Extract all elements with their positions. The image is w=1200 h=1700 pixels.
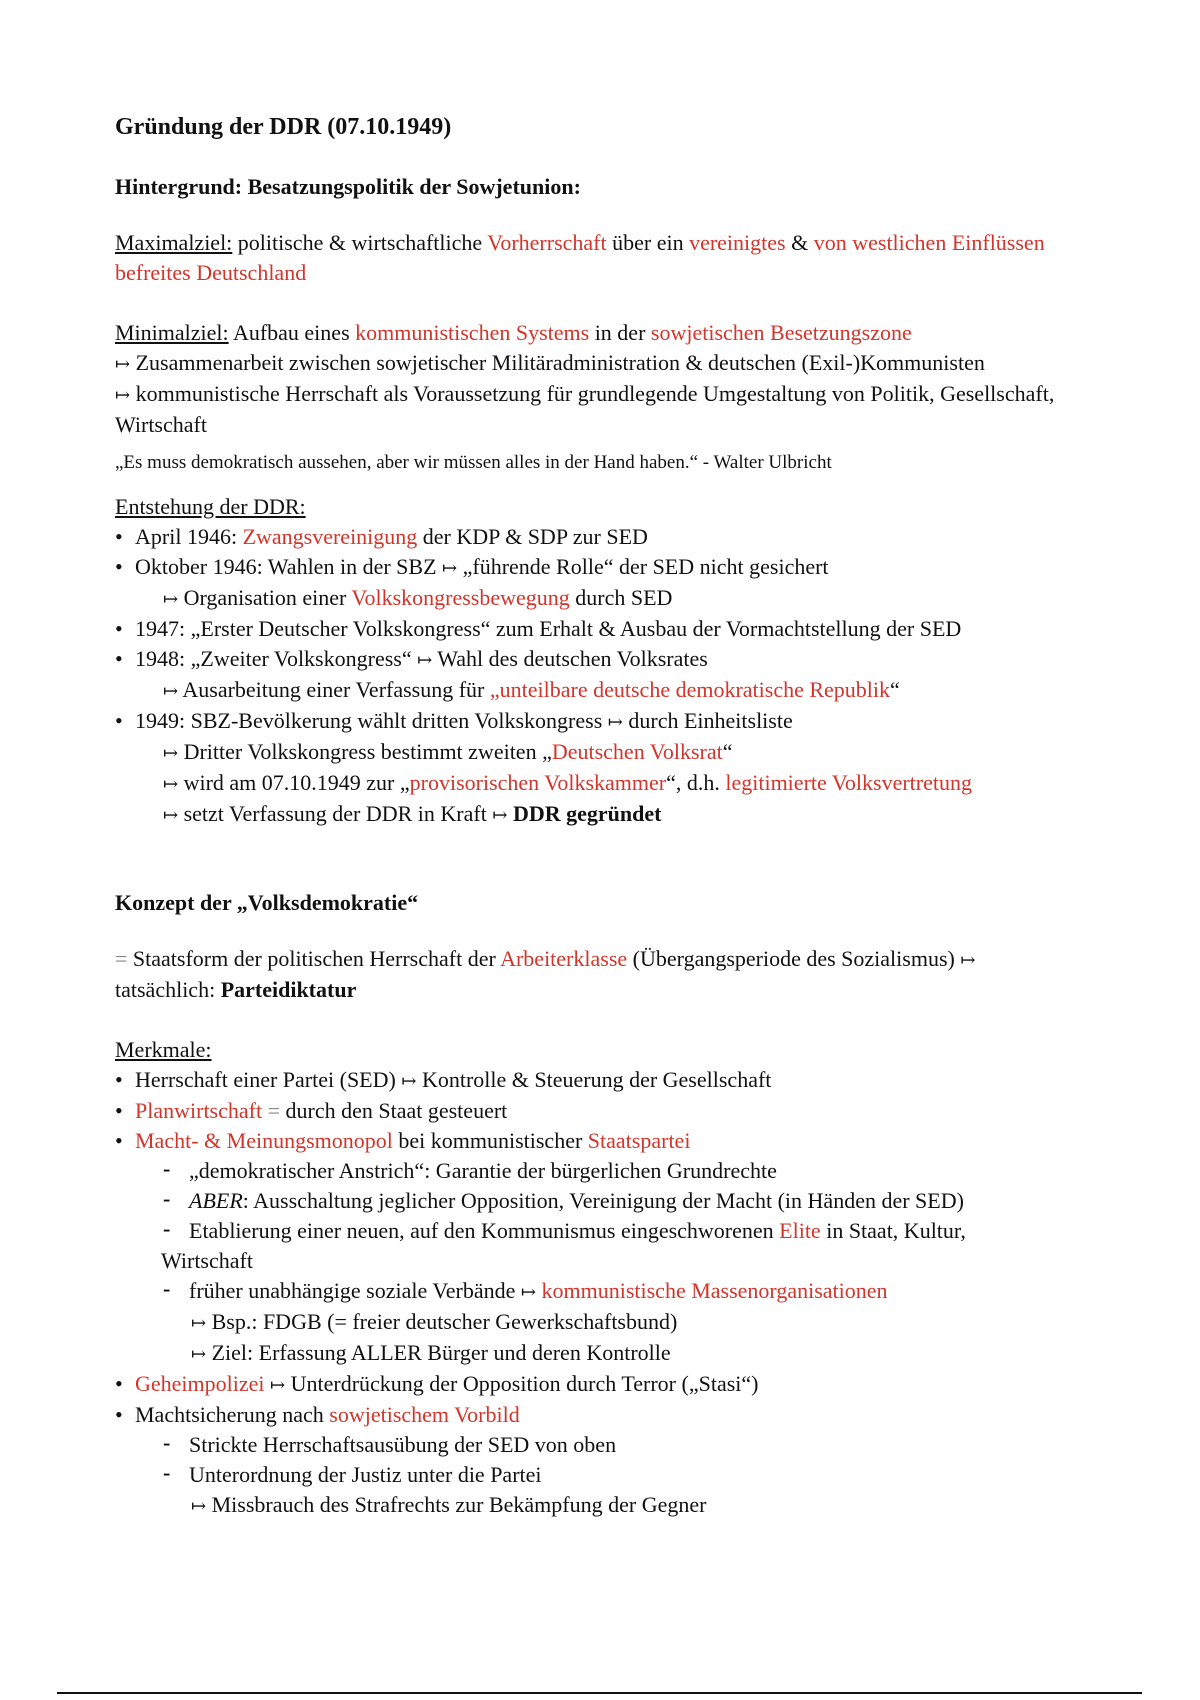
arrow-icon: ↦ [417, 650, 433, 670]
minimalziel-line [115, 379, 1075, 440]
text: in der [589, 320, 651, 345]
highlight: Geheimpolizei [135, 1371, 265, 1396]
dash-icon: - [163, 1276, 171, 1301]
sub-item [135, 768, 1075, 799]
text: über ein [606, 230, 690, 255]
dash-icon: - [163, 1460, 171, 1485]
highlight: Vorherrschaft [487, 230, 607, 255]
arrow-icon: ↦ [492, 805, 508, 825]
highlight: von westlichen Einflüssen befreites Deutschland [115, 230, 1045, 285]
bullet-icon: • [115, 554, 123, 579]
sub-item-continuation: Wirtschaft [161, 1248, 253, 1273]
entstehung-list [115, 522, 1075, 830]
bullet-icon: • [115, 616, 123, 641]
text: Ziel: Erfassung ALLER Bürger und deren Kontrolle [206, 1340, 671, 1365]
sub-item [135, 1216, 1075, 1246]
highlight: vereinigtes [689, 230, 786, 255]
text: wird am 07.10.1949 zur „ [178, 770, 410, 795]
sub-item [135, 1276, 1075, 1307]
emphasis: ABER [189, 1188, 243, 1213]
text: Wahl des deutschen Volksrates [432, 646, 708, 671]
arrow-icon: ↦ [607, 712, 623, 732]
text: „demokratischer Anstrich“: Garantie der bürgerlichen Grundrechte [189, 1158, 777, 1183]
list-item [115, 522, 1075, 552]
arrow-icon: ↦ [163, 589, 179, 609]
text: Herrschaft einer Partei (SED) [135, 1067, 402, 1092]
highlight: provisorischen Volkskammer [409, 770, 667, 795]
dash-icon: - [163, 1216, 171, 1241]
hintergrund-heading: Hintergrund: Besatzungspolitik der Sowjetunion: [115, 174, 581, 199]
bottom-divider [57, 1692, 1142, 1694]
text: Etablierung einer neuen, auf den Kommunismus eingeschworenen [189, 1218, 780, 1243]
text: Staatsform der politischen Herrschaft der [127, 946, 501, 971]
highlight: Staatspartei [587, 1128, 691, 1153]
bullet-icon: • [115, 1067, 123, 1092]
sub-sub-item [135, 1307, 1075, 1338]
konzept-definition [115, 944, 1075, 1005]
equals-icon: = [115, 946, 128, 971]
arrow-icon: ↦ [191, 1496, 207, 1516]
minimalziel-line [115, 348, 1075, 379]
arrow-icon: ↦ [191, 1344, 207, 1364]
konzept-heading: Konzept der „Volksdemokratie“ [115, 890, 419, 915]
bullet-icon: • [115, 1402, 123, 1427]
text: : Ausschaltung jeglicher Opposition, Vereinigung der Macht (in Händen der SED) [242, 1188, 964, 1213]
highlight: „unteilbare deutsche demokratische Republik [489, 677, 891, 702]
text: Unterdrückung der Opposition durch Terror („Stasi“) [285, 1371, 759, 1396]
text: tatsächlich: [115, 977, 221, 1002]
text: Missbrauch des Strafrechts zur Bekämpfung der Gegner [206, 1492, 707, 1517]
text: durch SED [569, 585, 673, 610]
text: Unterordnung der Justiz unter die Partei [189, 1462, 542, 1487]
bullet-icon: • [115, 1128, 123, 1153]
arrow-icon: ↦ [115, 385, 131, 405]
dash-icon: - [163, 1156, 171, 1181]
text: Ausarbeitung einer Verfassung für [178, 677, 490, 702]
sub-sub-item [135, 1490, 1075, 1521]
entstehung-heading: Entstehung der DDR: [115, 494, 306, 519]
text: Oktober 1946: Wahlen in der SBZ [135, 554, 443, 579]
text: Zusammenarbeit zwischen sowjetischer Militäradministration & deutschen (Exil-)Kommunisten [135, 350, 985, 375]
list-item [115, 644, 1075, 706]
highlight: Macht- & Meinungsmonopol [135, 1128, 393, 1153]
text: Strickte Herrschaftsausübung der SED von oben [189, 1432, 617, 1457]
sub-item [135, 1156, 1075, 1186]
highlight: Zwangsvereinigung [242, 524, 418, 549]
highlight: kommunistischen Systems [355, 320, 590, 345]
maximalziel-label: Maximalziel: [115, 230, 233, 255]
arrow-icon: ↦ [960, 950, 976, 970]
text: Kontrolle & Steuerung der Gesellschaft [416, 1067, 772, 1092]
highlight: Planwirtschaft [135, 1098, 263, 1123]
text: “, d.h. [666, 770, 726, 795]
arrow-icon: ↦ [520, 1282, 536, 1302]
text: 1948: „Zweiter Volkskongress“ [135, 646, 418, 671]
text: Aufbau eines [228, 320, 356, 345]
list-item [115, 1369, 1075, 1400]
bullet-icon: • [115, 646, 123, 671]
arrow-icon: ↦ [115, 354, 131, 374]
list-item [115, 1400, 1075, 1521]
sub-item [135, 737, 1075, 768]
list-item [115, 706, 1075, 830]
sub-item [135, 1430, 1075, 1460]
text: “ [890, 677, 900, 702]
highlight: sowjetischen Besetzungszone [650, 320, 912, 345]
text: „führende Rolle“ der SED nicht gesichert [457, 554, 829, 579]
text: & [785, 230, 814, 255]
text: der KDP & SDP zur SED [417, 524, 648, 549]
sub-item [135, 675, 1075, 706]
text: früher unabhängige soziale Verbände [189, 1278, 521, 1303]
text: durch Einheitsliste [622, 708, 793, 733]
list-item [115, 552, 1075, 614]
dash-icon: - [163, 1430, 171, 1455]
sub-item [135, 1186, 1075, 1216]
arrow-icon: ↦ [163, 774, 179, 794]
merkmale-list [115, 1065, 1075, 1521]
text: April 1946: [135, 524, 243, 549]
list-item [115, 614, 1075, 644]
text: 1947: „Erster Deutscher Volkskongress“ zum Erhalt & Ausbau der Vormachtstellung der SED [135, 616, 962, 641]
list-item [115, 1096, 1075, 1126]
bullet-icon: • [115, 1098, 123, 1123]
equals-icon: = [262, 1098, 286, 1123]
sub-item [135, 1460, 1075, 1490]
merkmale-heading: Merkmale: [115, 1037, 212, 1062]
text: Organisation einer [178, 585, 352, 610]
emphasis: Parteidiktatur [220, 977, 357, 1002]
sub-item [135, 583, 1075, 614]
list-item [115, 1065, 1075, 1096]
text: Machtsicherung nach [135, 1402, 330, 1427]
arrow-icon: ↦ [401, 1071, 417, 1091]
document-title: Gründung der DDR (07.10.1949) [115, 114, 452, 140]
highlight: Deutschen Volksrat [551, 739, 723, 764]
emphasis: DDR gegründet [507, 801, 662, 826]
sub-sub-item [135, 1338, 1075, 1369]
highlight: Volkskongressbewegung [351, 585, 570, 610]
highlight: sowjetischem Vorbild [329, 1402, 520, 1427]
maximalziel-paragraph [115, 228, 1075, 288]
list-item [115, 1126, 1075, 1369]
highlight: Elite [779, 1218, 821, 1243]
arrow-icon: ↦ [442, 558, 458, 578]
text: Bsp.: FDGB (= freier deutscher Gewerkschaftsbund) [206, 1309, 678, 1334]
bullet-icon: • [115, 524, 123, 549]
arrow-icon: ↦ [163, 743, 179, 763]
text: bei kommunistischer [392, 1128, 588, 1153]
text: 1949: SBZ-Bevölkerung wählt dritten Volkskongress [135, 708, 608, 733]
bullet-icon: • [115, 708, 123, 733]
arrow-icon: ↦ [270, 1375, 286, 1395]
arrow-icon: ↦ [163, 805, 179, 825]
minimalziel-paragraph [115, 318, 1075, 348]
dash-icon: - [163, 1186, 171, 1211]
arrow-icon: ↦ [163, 681, 179, 701]
text: setzt Verfassung der DDR in Kraft [178, 801, 493, 826]
text: “ [722, 739, 733, 764]
text: kommunistische Herrschaft als Voraussetzung für grundlegende Umgestaltung von Politik, Gesellschaft, Wirtschaft [115, 381, 1055, 437]
text: in Staat, Kultur, [820, 1218, 966, 1243]
document-content [115, 112, 1075, 1521]
text: politische & wirtschaftliche [232, 230, 488, 255]
ulbricht-quote: „Es muss demokratisch aussehen, aber wir müssen alles in der Hand haben.“ - Walter Ulbricht [115, 452, 832, 473]
highlight: kommunistische Massenorganisationen [536, 1278, 888, 1303]
arrow-icon: ↦ [191, 1313, 207, 1333]
bullet-icon: • [115, 1371, 123, 1396]
sub-item [135, 799, 1075, 830]
minimalziel-label: Minimalziel: [115, 320, 229, 345]
highlight: Arbeiterklasse [500, 946, 628, 971]
highlight: legitimierte Volksvertretung [725, 770, 972, 795]
text: durch den Staat gesteuert [285, 1098, 508, 1123]
text: Dritter Volkskongress bestimmt zweiten „ [178, 739, 552, 764]
text: (Übergangsperiode des Sozialismus) [627, 946, 961, 971]
